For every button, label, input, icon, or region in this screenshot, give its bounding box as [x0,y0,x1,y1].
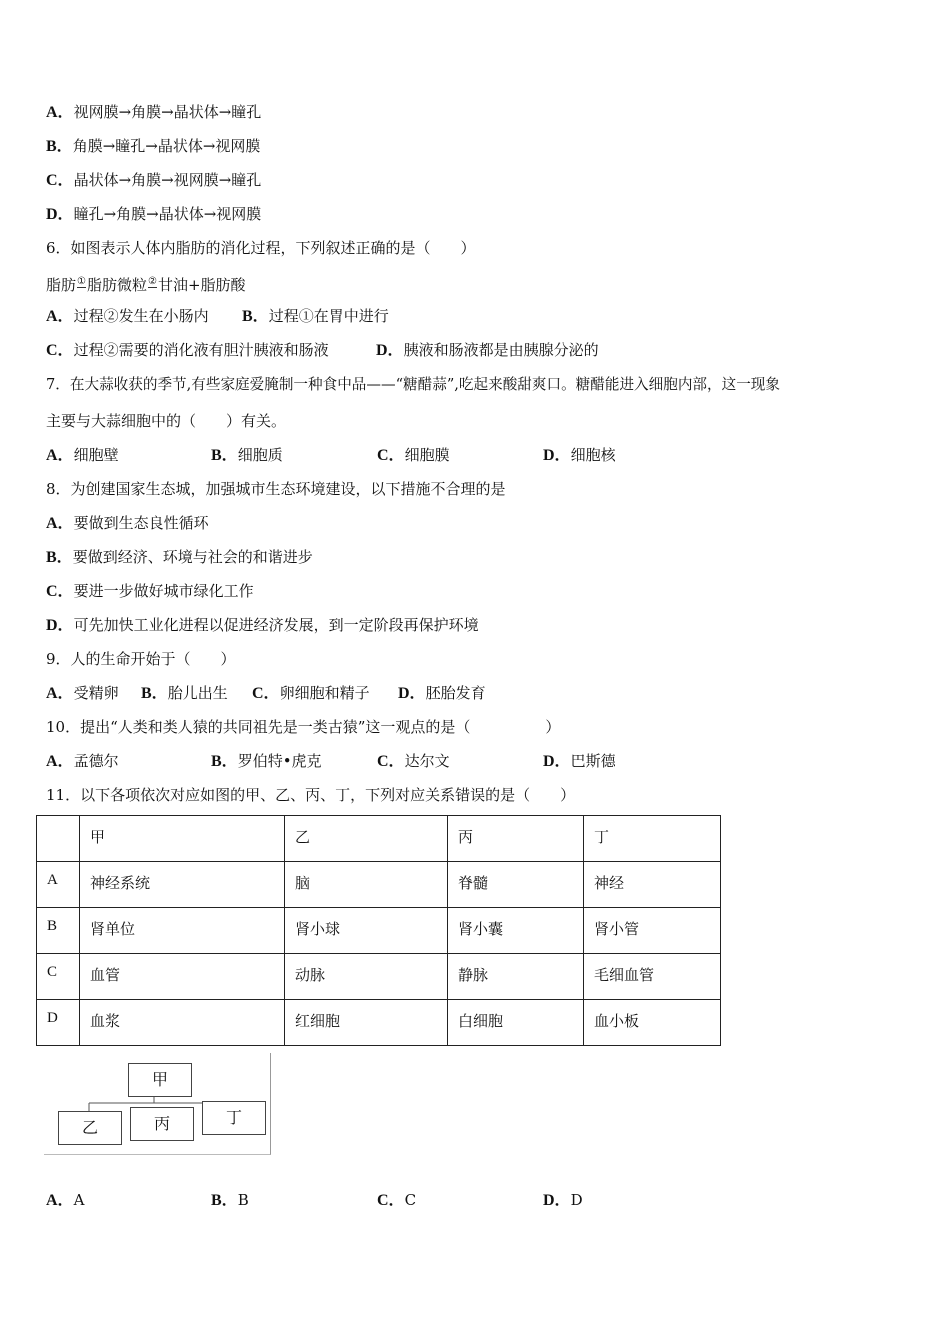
q7-stem-line2: 主要与大蒜细胞中的（ ）有关。 [46,412,287,430]
option-label: A． [46,104,74,121]
flow-step-2-marker: ② [148,276,157,287]
q8-option-a: A．要做到生态良性循环 [46,514,209,532]
table-cell: 脑 [285,862,448,908]
q7-option-c: C．细胞膜 [377,446,450,464]
table-cell: 丙 [448,816,584,862]
q11-option-b: B．B [211,1191,249,1209]
table-cell: 白细胞 [448,1000,584,1046]
table-cell: C [37,954,80,1000]
q6-digestion-flow [46,272,246,295]
q10-option-c: C．达尔文 [377,752,450,770]
table-cell: 血小板 [584,1000,721,1046]
option-text: 晶状体→角膜→视网膜→瞳孔 [73,171,262,189]
q9-options [46,683,486,704]
q5-option-b [46,136,260,157]
q5-option-d [46,204,261,225]
q6-options-row1 [46,306,389,327]
flow-step-1-marker: ① [77,276,86,287]
table-cell: 血管 [80,954,285,1000]
table-cell: 脊髓 [448,862,584,908]
q10-option-a: A．孟德尔 [46,752,119,770]
q8-option-d: D．可先加快工业化进程以促进经济发展，到一定阶段再保护环境 [46,616,479,634]
q11-concept-diagram [44,1053,271,1155]
q10-stem: 10．提出“人类和类人猿的共同祖先是一类古猿”这一观点的是（ ） [46,718,561,736]
q6-stem: 6．如图表示人体内脂肪的消化过程，下列叙述正确的是（ ） [46,239,476,257]
q11-option-c: C．C [377,1191,417,1209]
option-label: C． [46,172,74,189]
option-label: D． [46,206,74,223]
q10-option-b: B．罗伯特•虎克 [211,752,322,770]
table-cell: 丁 [584,816,721,862]
q8-stem: 8．为创建国家生态城，加强城市生态环境建设，以下措施不合理的是 [46,480,506,498]
table-row [37,1000,721,1046]
table-cell: D [37,1000,80,1046]
table-cell: 动脉 [285,954,448,1000]
q5-option-a [46,102,261,123]
q6-option-d: D．胰液和肠液都是由胰腺分泌的 [376,341,599,359]
q9-option-d: D．胚胎发育 [398,684,486,702]
q6-option-b: B．过程①在胃中进行 [242,307,389,325]
table-cell: 神经 [584,862,721,908]
table-cell [37,816,80,862]
diagram-box-ding: 丁 [202,1101,266,1135]
q11-option-a: A．A [46,1191,85,1209]
q6-options-row2 [46,340,599,361]
diagram-box-jia: 甲 [128,1063,192,1097]
q7-options [46,445,616,466]
flow-fat: 脂肪 [46,276,77,294]
diagram-box-yi: 乙 [58,1111,122,1145]
option-label: B． [46,138,73,155]
q5-option-c [46,170,261,191]
q7-option-b: B．细胞质 [211,446,283,464]
q11-table [36,815,721,1046]
table-header-row [37,816,721,862]
table-row [37,954,721,1000]
option-text: 瞳孔→角膜→晶状体→视网膜 [73,205,262,223]
table-cell: A [37,862,80,908]
table-cell: 毛细血管 [584,954,721,1000]
table-cell: 肾小管 [584,908,721,954]
q9-option-c: C．卵细胞和精子 [252,684,370,702]
table-row [37,908,721,954]
q7-option-a: A．细胞壁 [46,446,119,464]
table-cell: 红细胞 [285,1000,448,1046]
q6-option-c: C．过程②需要的消化液有胆汁胰液和肠液 [46,341,329,359]
q6-option-a: A．过程②发生在小肠内 [46,307,209,325]
q7-stem-line1: 7．在大蒜收获的季节,有些家庭爱腌制一种食中品——“糖醋蒜”,吃起来酸甜爽口。糖醋能进入细胞内部，这一现象 [46,376,780,393]
q7-option-d: D．细胞核 [543,446,616,464]
flow-products: 甘油+脂肪酸 [157,276,246,294]
option-text: 角膜→瞳孔→晶状体→视网膜 [72,137,261,155]
q9-stem: 9．人的生命开始于（ ） [46,650,236,668]
table-cell: 神经系统 [80,862,285,908]
q11-options [46,1190,583,1211]
table-cell: B [37,908,80,954]
q9-option-b: B．胎儿出生 [141,684,228,702]
option-text: 视网膜→角膜→晶状体→瞳孔 [73,103,262,121]
q10-option-d: D．巴斯德 [543,752,616,770]
table-cell: 血浆 [80,1000,285,1046]
q8-option-c: C．要进一步做好城市绿化工作 [46,582,254,600]
q9-option-a: A．受精卵 [46,684,119,702]
table-cell: 静脉 [448,954,584,1000]
flow-fat-droplets: 脂肪微粒 [86,276,147,294]
q10-options [46,751,616,772]
table-cell: 肾小球 [285,908,448,954]
table-row [37,862,721,908]
table-cell: 乙 [285,816,448,862]
q11-option-d: D．D [543,1191,583,1209]
diagram-box-bing: 丙 [130,1107,194,1141]
table-cell: 甲 [80,816,285,862]
table-cell: 肾单位 [80,908,285,954]
q11-stem: 11．以下各项依次对应如图的甲、乙、丙、丁，下列对应关系错误的是（ ） [46,786,576,804]
table-cell: 肾小囊 [448,908,584,954]
q8-option-b: B．要做到经济、环境与社会的和谐进步 [46,548,313,566]
